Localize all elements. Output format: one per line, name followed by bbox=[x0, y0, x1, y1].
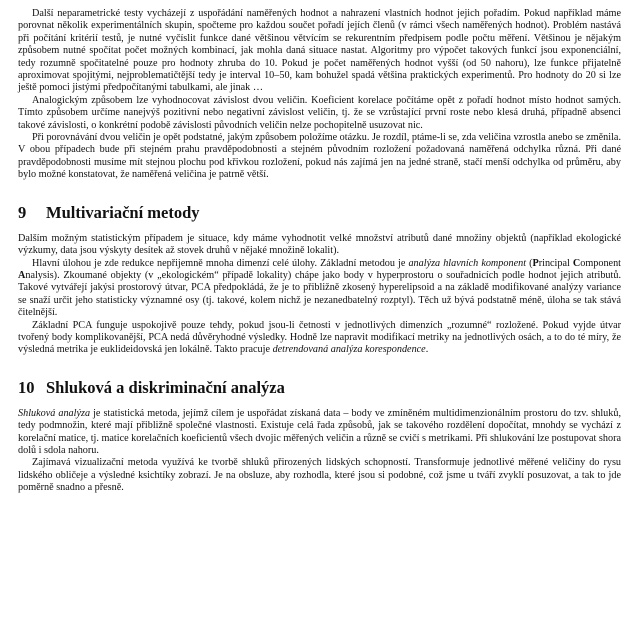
section-number: 9 bbox=[18, 202, 27, 222]
section-title: Shluková a diskriminační analýza bbox=[46, 377, 285, 397]
emphasis-term: analýza hlavních komponent bbox=[408, 257, 527, 269]
document-page bbox=[18, 8, 621, 495]
section-9-paragraph-1: Dalším možným statistickým případem je situace, kdy máme vyhodnotit velké množství atributů dané množiny objektů (například ekologické výzkumy, data jsou výskyty desítek až stovek druhů v nějaké množině lokalit). bbox=[18, 232, 621, 257]
section-10-paragraph-1: Shluková analýza je statistická metoda, jejímž cílem je uspořádat získaná data – body ve zmíněném multidimenzionálním prostoru do tzv. shluků, tedy podmnožin, které mají přibližně společné vlastnosti. Existuje celá řada způsobů, jak se takového rozdělení dopočítat, mnohdy se vychází z korelační matice, tj. matice korelačních koeficientů všech dvojic měřených veličin a různě se cvičí s metrikami. Při shlukování lze postupovat shora dolů i sdola nahoru. bbox=[18, 407, 621, 456]
section-number: 10 bbox=[18, 377, 35, 397]
emphasis-term: Shluková analýza bbox=[18, 407, 91, 419]
intro-paragraph-2: Analogickým způsobem lze vyhodnocovat závislost dvou veličin. Koeficient korelace počítáme opět z pořadí hodnot místo hodnot samých. Tímto způsobem určíme nanejvýš pozitivní nebo negativní závislost veličin, tj. že se vzrůstající první roste nebo klesá druhá, případně absenci takové závislosti, o konkrétní podobě závislosti původních veličin nelze pochopitelně usuzovat nic. bbox=[18, 94, 621, 131]
emphasis-term: detrendovaná analýza korespondence bbox=[272, 344, 426, 356]
section-9-paragraph-3: Základní PCA funguje uspokojivě pouze tehdy, pokud jsou-li četnosti v jednotlivých dimenzích „rozumné“ rozložené. Pokud vyjde útvar tvořený body komplikovanější, PCA nedá důvěryhodné výsledky. Hodně lze napravit modifikací metriky na jednotlivých osách, a to do té míry, že výsledná metrika je euklideidovská jen lokálně. Takto pracuje detrendovaná analýza korespondence. bbox=[18, 319, 621, 356]
section-10-heading bbox=[18, 378, 621, 398]
section-title: Multivariační metody bbox=[46, 202, 200, 222]
section-9-heading bbox=[18, 203, 621, 223]
intro-paragraph-3: Při porovnávání dvou veličin je opět podstatné, jakým způsobem položíme otázku. Je rozdíl, ptáme-li se, zda veličina vzrostla anebo se změnila. V obou případech bude při stejném prahu pravděpodobnosti a stejném původním rozložení požadovaná naměřená odchylka různá. Při dané pravděpodobnosti musíme mít stejnou plochu pod křivkou rozložení, pokud nás zajímá jen na jedné straně, stačí menší odchylka od průměru, aby bylo možné konstatovat, že naměřená veličina je patrně větší. bbox=[18, 132, 621, 181]
intro-paragraph-1: Další neparametrické testy vycházejí z uspořádání naměřených hodnot a nahrazení vlastních hodnot jejich pořadím. Pokud například máme porovnat několik experimentálních skupin, spočteme pro každou součet pořadí jejích členů (v rámci všech naměřených hodnot). Problém nastává při počítání kritérií testů, je nutné vyčíslit funkce dané většinou větvícím se rekurentním předpisem podle počtu měření. Většinou je nějakým způsobem nutné spočítat počet možných kombinací, jak mohla daná situace nastat. Algoritmy pro výpočet takových funkcí jsou exponenciální, tedy rozumně spočitatelné pouze pro hodnoty zhruba do 10. Pokud je počet naměřených hodnot vyšší (od 50 nahoru), lze funkce přijatelně aproximovat spojitými, nejproblematičtější tedy je interval 10–50, kam bohužel spadá většina praktických experimentů. Pro hodnoty do 20 si lze ještě pomoci jistými předpočítanými tabulkami, ale jinak … bbox=[18, 8, 621, 94]
section-9-paragraph-2: Hlavní úlohou je zde redukce nepřijemně mnoha dimenzí celé úlohy. Základní metodou je analýza hlavních komponent (Principal Component Analysis). Zkoumané objekty (v „ekologickém“ případě lokality) chápe jako body v hyperprostoru o souřadnicích podle hodnot jejich atributů. Takové vytvářejí jakýsi prostorový útvar, PCA předpokládá, že je to přibližně zkosený hyperelipsoid a na základě modifikované analýzy variance se snaží určit jeho statisticky významné osy (tj. takové, kolem nichž je nezanedbatelný rozptyl). Těch už bývá podstatně méně, úloha se tak stává čitelnější. bbox=[18, 257, 621, 319]
section-10-paragraph-2: Zajímavá vizualizační metoda využívá ke tvorbě shluků přirozených lidských schopností. Transformuje jednotlivé měřené veličiny do rysu lidského obličeje a výsledné ksichtíky zobrazí. Je na obsluze, aby rozhodla, které jsou si podobné, což jsme u tváří zvyklí posuzovat, a tak to jde poměrně snadno a přesně. bbox=[18, 457, 621, 494]
